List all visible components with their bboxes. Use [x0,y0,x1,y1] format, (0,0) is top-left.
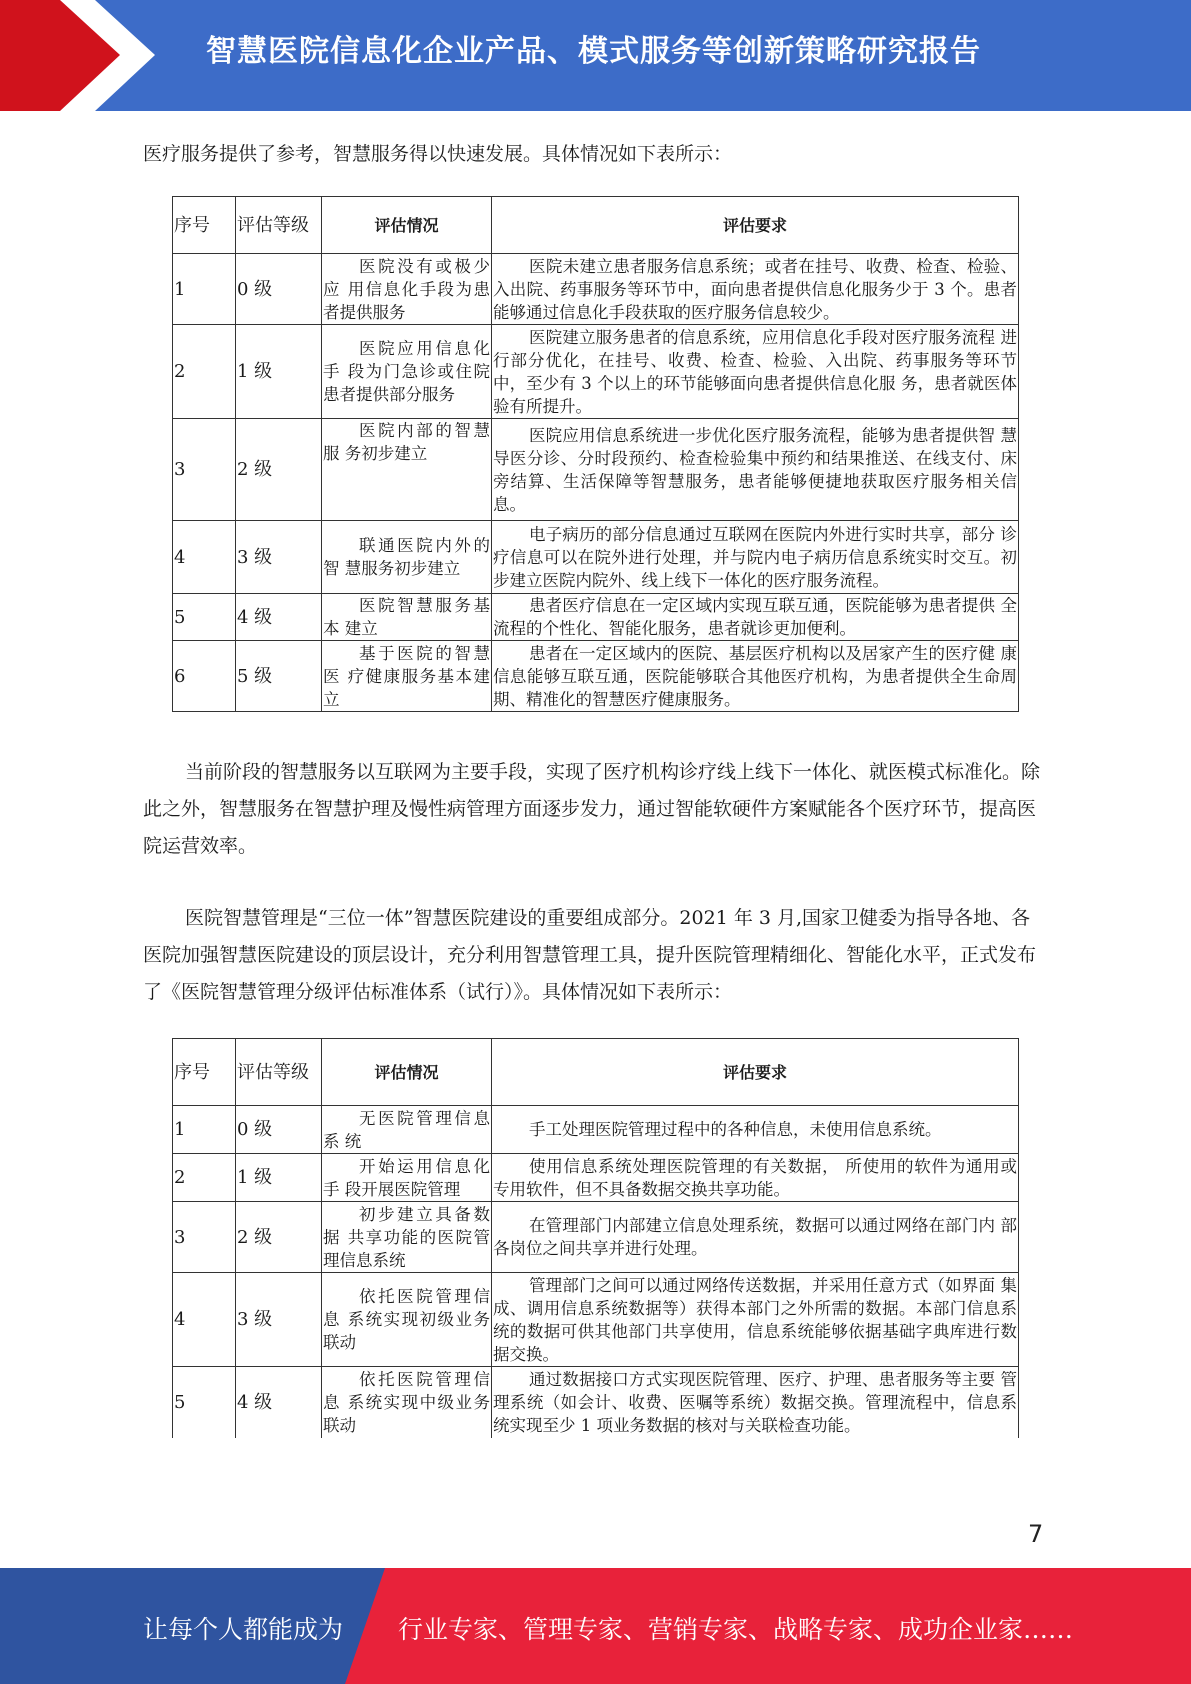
cell-situation: 依托医院管理信息 系统实现初级业务 联动 [322,1273,492,1367]
cell-requirement: 手工处理医院管理过程中的各种信息，未使用信息系统。 [492,1106,1019,1154]
cell-requirement: 患者医疗信息在一定区域内实现互联互通，医院能够为患者提供 全流程的个性化、智能化服务，患者就诊更加便利。 [492,594,1019,641]
cell-situation: 医院智慧服务基本 建立 [322,594,492,641]
footer-slogan-left: 让每个人都能成为 [143,1615,344,1644]
cell-situation: 依托医院管理信息 系统实现中级业务 联动 [322,1367,492,1438]
cell-num: 2 [173,1154,236,1202]
cell-situation: 医院没有或极少应 用信息化手段为患 者提供服务 [322,254,492,325]
cell-level: 0 级 [236,1106,322,1154]
cell-num: 3 [173,419,236,521]
cell-level: 1 级 [236,325,322,419]
smart-service-grade-table [172,196,1019,712]
cell-num: 1 [173,254,236,325]
cell-num: 5 [173,1367,236,1438]
cell-requirement: 患者在一定区域内的医院、基层医疗机构以及居家产生的医疗健 康信息能够互联互通，医院能够联合其他医疗机构，为患者提供全生命周期、精准化的智慧医疗健康服务。 [492,641,1019,712]
table-header-row [173,1039,1019,1106]
table-row [173,1273,1019,1367]
cell-requirement: 使用信息系统处理医院管理的有关数据， 所使用的软件为通用或 专用软件，但不具备数据交换共享功能。 [492,1154,1019,1202]
cell-level: 2 级 [236,1202,322,1273]
table-row [173,1367,1019,1438]
cell-situation: 初步建立具备数据 共享功能的医院管 理信息系统 [322,1202,492,1273]
cell-level: 0 级 [236,254,322,325]
col-header-level: 评估等级 [236,1039,322,1106]
cell-requirement: 通过数据接口方式实现医院管理、医疗、护理、患者服务等主要 管理系统（如会计、收费、医嘱等系统）数据交换。管理流程中，信息系统实现至少 1 项业务数据的核对与关联检查功能。 [492,1367,1019,1438]
cell-num: 6 [173,641,236,712]
report-title: 智慧医院信息化企业产品、模式服务等创新策略研究报告 [206,34,981,69]
cell-level: 3 级 [236,521,322,594]
paragraph-smart-management: 医院智慧管理是“三位一体”智慧医院建设的重要组成部分。2021 年 3 月,国家卫健委为指导各地、各医院加强智慧医院建设的顶层设计，充分利用智慧管理工具，提升医院管理精细化、智能化水平，正式发布了《医院智慧管理分级评估标准体系（试行）》。具体情况如下表所示： [143,907,1037,1003]
cell-requirement: 医院建立服务患者的信息系统，应用信息化手段对医疗服务流程 进行部分优化，在挂号、收费、检查、检验、入出院、药事服务等环节中，至少有 3 个以上的环节能够面向患者提供信息化服 务，患者就医体验有所提升。 [492,325,1019,419]
col-header-situation: 评估情况 [322,1039,492,1106]
cell-num: 1 [173,1106,236,1154]
col-header-num: 序号 [173,1039,236,1106]
cell-level: 5 级 [236,641,322,712]
footer-slogan-right: 行业专家、管理专家、营销专家、战略专家、成功企业家…… [398,1615,1074,1644]
cell-situation: 开始运用信息化手 段开展医院管理 [322,1154,492,1202]
page-number: 7 [1028,1520,1044,1548]
cell-level: 3 级 [236,1273,322,1367]
cell-requirement: 医院应用信息系统进一步优化医疗服务流程，能够为患者提供智 慧导医分诊、分时段预约、检查检验集中预约和结果推送、在线支付、床旁结算、生活保障等智慧服务，患者能够便捷地获取医疗服务相关信息。 [492,419,1019,521]
col-header-num: 序号 [173,197,236,254]
table-row [173,1154,1019,1202]
cell-requirement: 电子病历的部分信息通过互联网在医院内外进行实时共享，部分 诊疗信息可以在院外进行处理，并与院内电子病历信息系统实时交互。初步建立医院内院外、线上线下一体化的医疗服务流程。 [492,521,1019,594]
cell-num: 3 [173,1202,236,1273]
cell-num: 4 [173,521,236,594]
cell-situation: 医院应用信息化手 段为门急诊或住院 患者提供部分服务 [322,325,492,419]
col-header-requirement: 评估要求 [492,197,1019,254]
cell-num: 2 [173,325,236,419]
cell-level: 4 级 [236,1367,322,1438]
cell-situation: 医院内部的智慧服 务初步建立 [322,419,492,521]
cell-situation: 无医院管理信息系 统 [322,1106,492,1154]
table-header-row [173,197,1019,254]
paragraph-intro: 医疗服务提供了参考，智慧服务得以快速发展。具体情况如下表所示： [143,143,733,165]
table-row [173,521,1019,594]
table-row [173,325,1019,419]
cell-requirement: 在管理部门内部建立信息处理系统，数据可以通过网络在部门内 部各岗位之间共享并进行处理。 [492,1202,1019,1273]
table-row [173,254,1019,325]
cell-requirement: 管理部门之间可以通过网络传送数据，并采用任意方式（如界面 集成、调用信息系统数据等）获得本部门之外所需的数据。本部门信息系统的数据可供其他部门共享使用，信息系统能够依据基础字典库进行数据交换。 [492,1273,1019,1367]
col-header-level: 评估等级 [236,197,322,254]
table-row [173,594,1019,641]
cell-requirement: 医院未建立患者服务信息系统；或者在挂号、收费、检查、检验、入出院、药事服务等环节中，面向患者提供信息化服务少于 3 个。患者能够通过信息化手段获取的医疗服务信息较少。 [492,254,1019,325]
table-row [173,419,1019,521]
cell-num: 4 [173,1273,236,1367]
smart-management-grade-table [172,1038,1019,1438]
cell-num: 5 [173,594,236,641]
cell-level: 1 级 [236,1154,322,1202]
cell-level: 4 级 [236,594,322,641]
table-row [173,1106,1019,1154]
col-header-situation: 评估情况 [322,197,492,254]
cell-situation: 基于医院的智慧医 疗健康服务基本建 立 [322,641,492,712]
col-header-requirement: 评估要求 [492,1039,1019,1106]
cell-situation: 联通医院内外的智 慧服务初步建立 [322,521,492,594]
paragraph-smart-service: 当前阶段的智慧服务以互联网为主要手段，实现了医疗机构诊疗线上线下一体化、就医模式标准化。除此之外，智慧服务在智慧护理及慢性病管理方面逐步发力，通过智能软硬件方案赋能各个医疗环节，提高医院运营效率。 [143,761,1041,857]
cell-level: 2 级 [236,419,322,521]
table-row [173,1202,1019,1273]
table-row [173,641,1019,712]
